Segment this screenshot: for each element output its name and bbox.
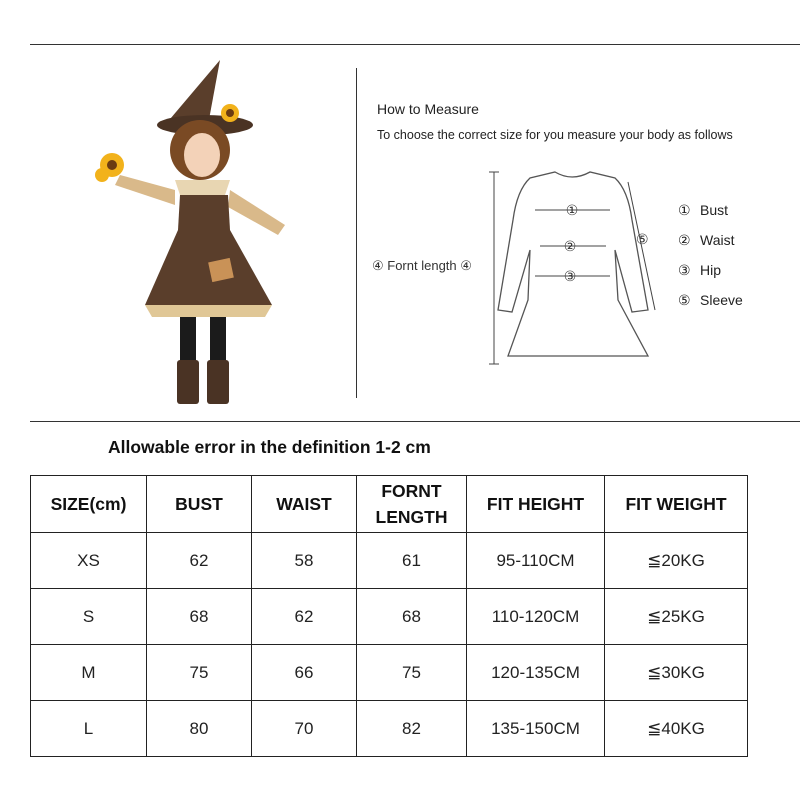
face <box>184 133 220 177</box>
header-fit-weight: FIT WEIGHT <box>605 476 748 533</box>
cell-bust: 75 <box>147 645 252 701</box>
error-note: Allowable error in the definition 1-2 cm <box>108 437 431 457</box>
cell-bust: 62 <box>147 533 252 589</box>
straw-collar <box>175 180 230 195</box>
legend-item-sleeve <box>678 290 743 320</box>
cell-fit-weight: ≦25KG <box>605 589 748 645</box>
header-size: SIZE(cm) <box>31 476 147 533</box>
cell-size: L <box>31 701 147 757</box>
legend-label: Waist <box>700 232 735 248</box>
straw-fringe <box>145 305 272 317</box>
legend-num: ② <box>678 232 691 248</box>
top-divider <box>30 44 800 45</box>
table-header-row <box>31 476 748 533</box>
header-bust: BUST <box>147 476 252 533</box>
cell-size: XS <box>31 533 147 589</box>
dress-bodice <box>178 195 230 230</box>
left-arm <box>115 175 175 205</box>
cell-size: S <box>31 589 147 645</box>
measure-subtitle: To choose the correct size for you measure your body as follows <box>377 128 733 142</box>
cell-bust: 68 <box>147 589 252 645</box>
cell-front-length: 75 <box>357 645 467 701</box>
right-boot <box>207 360 229 404</box>
cell-fit-height: 120-135CM <box>467 645 605 701</box>
legend-label: Bust <box>700 202 729 218</box>
table-row <box>31 589 748 645</box>
legend-num: ③ <box>678 262 691 278</box>
front-length-label: ④ Fornt length ④ <box>372 258 472 273</box>
table-row <box>31 701 748 757</box>
cell-fit-height: 95-110CM <box>467 533 605 589</box>
cell-front-length: 82 <box>357 701 467 757</box>
dress-skirt <box>145 230 272 305</box>
cell-waist: 70 <box>252 701 357 757</box>
hip-marker: ③ <box>563 269 577 285</box>
cell-waist: 58 <box>252 533 357 589</box>
legend-item-hip <box>678 260 743 290</box>
header-fit-height: FIT HEIGHT <box>467 476 605 533</box>
cell-fit-weight: ≦40KG <box>605 701 748 757</box>
legend-item-bust <box>678 200 743 230</box>
measure-legend <box>678 200 743 320</box>
sleeve-marker: ⑤ <box>636 232 649 248</box>
cell-front-length: 61 <box>357 533 467 589</box>
right-leg <box>210 317 226 367</box>
legend-label: Hip <box>700 262 722 278</box>
cell-fit-height: 135-150CM <box>467 701 605 757</box>
legend-item-waist <box>678 230 743 260</box>
cell-fit-weight: ≦20KG <box>605 533 748 589</box>
cell-fit-weight: ≦30KG <box>605 645 748 701</box>
cell-bust: 80 <box>147 701 252 757</box>
left-leg <box>180 317 196 367</box>
legend-num: ⑤ <box>678 292 691 308</box>
header-front-length: FORNT LENGTH <box>357 476 467 533</box>
middle-divider <box>30 421 800 422</box>
legend-label: Sleeve <box>700 292 743 308</box>
vertical-divider <box>356 68 357 398</box>
table-row <box>31 645 748 701</box>
cell-waist: 66 <box>252 645 357 701</box>
cell-waist: 62 <box>252 589 357 645</box>
measure-title: How to Measure <box>377 101 479 117</box>
left-boot <box>177 360 199 404</box>
product-photo <box>80 55 330 410</box>
waist-marker: ② <box>563 239 577 255</box>
cell-front-length: 68 <box>357 589 467 645</box>
dress-outline <box>498 172 648 356</box>
legend-num: ① <box>678 202 691 218</box>
cell-fit-height: 110-120CM <box>467 589 605 645</box>
bust-marker: ① <box>565 203 579 219</box>
table-row <box>31 533 748 589</box>
size-table <box>30 475 748 757</box>
header-waist: WAIST <box>252 476 357 533</box>
cell-size: M <box>31 645 147 701</box>
right-arm <box>228 190 285 235</box>
